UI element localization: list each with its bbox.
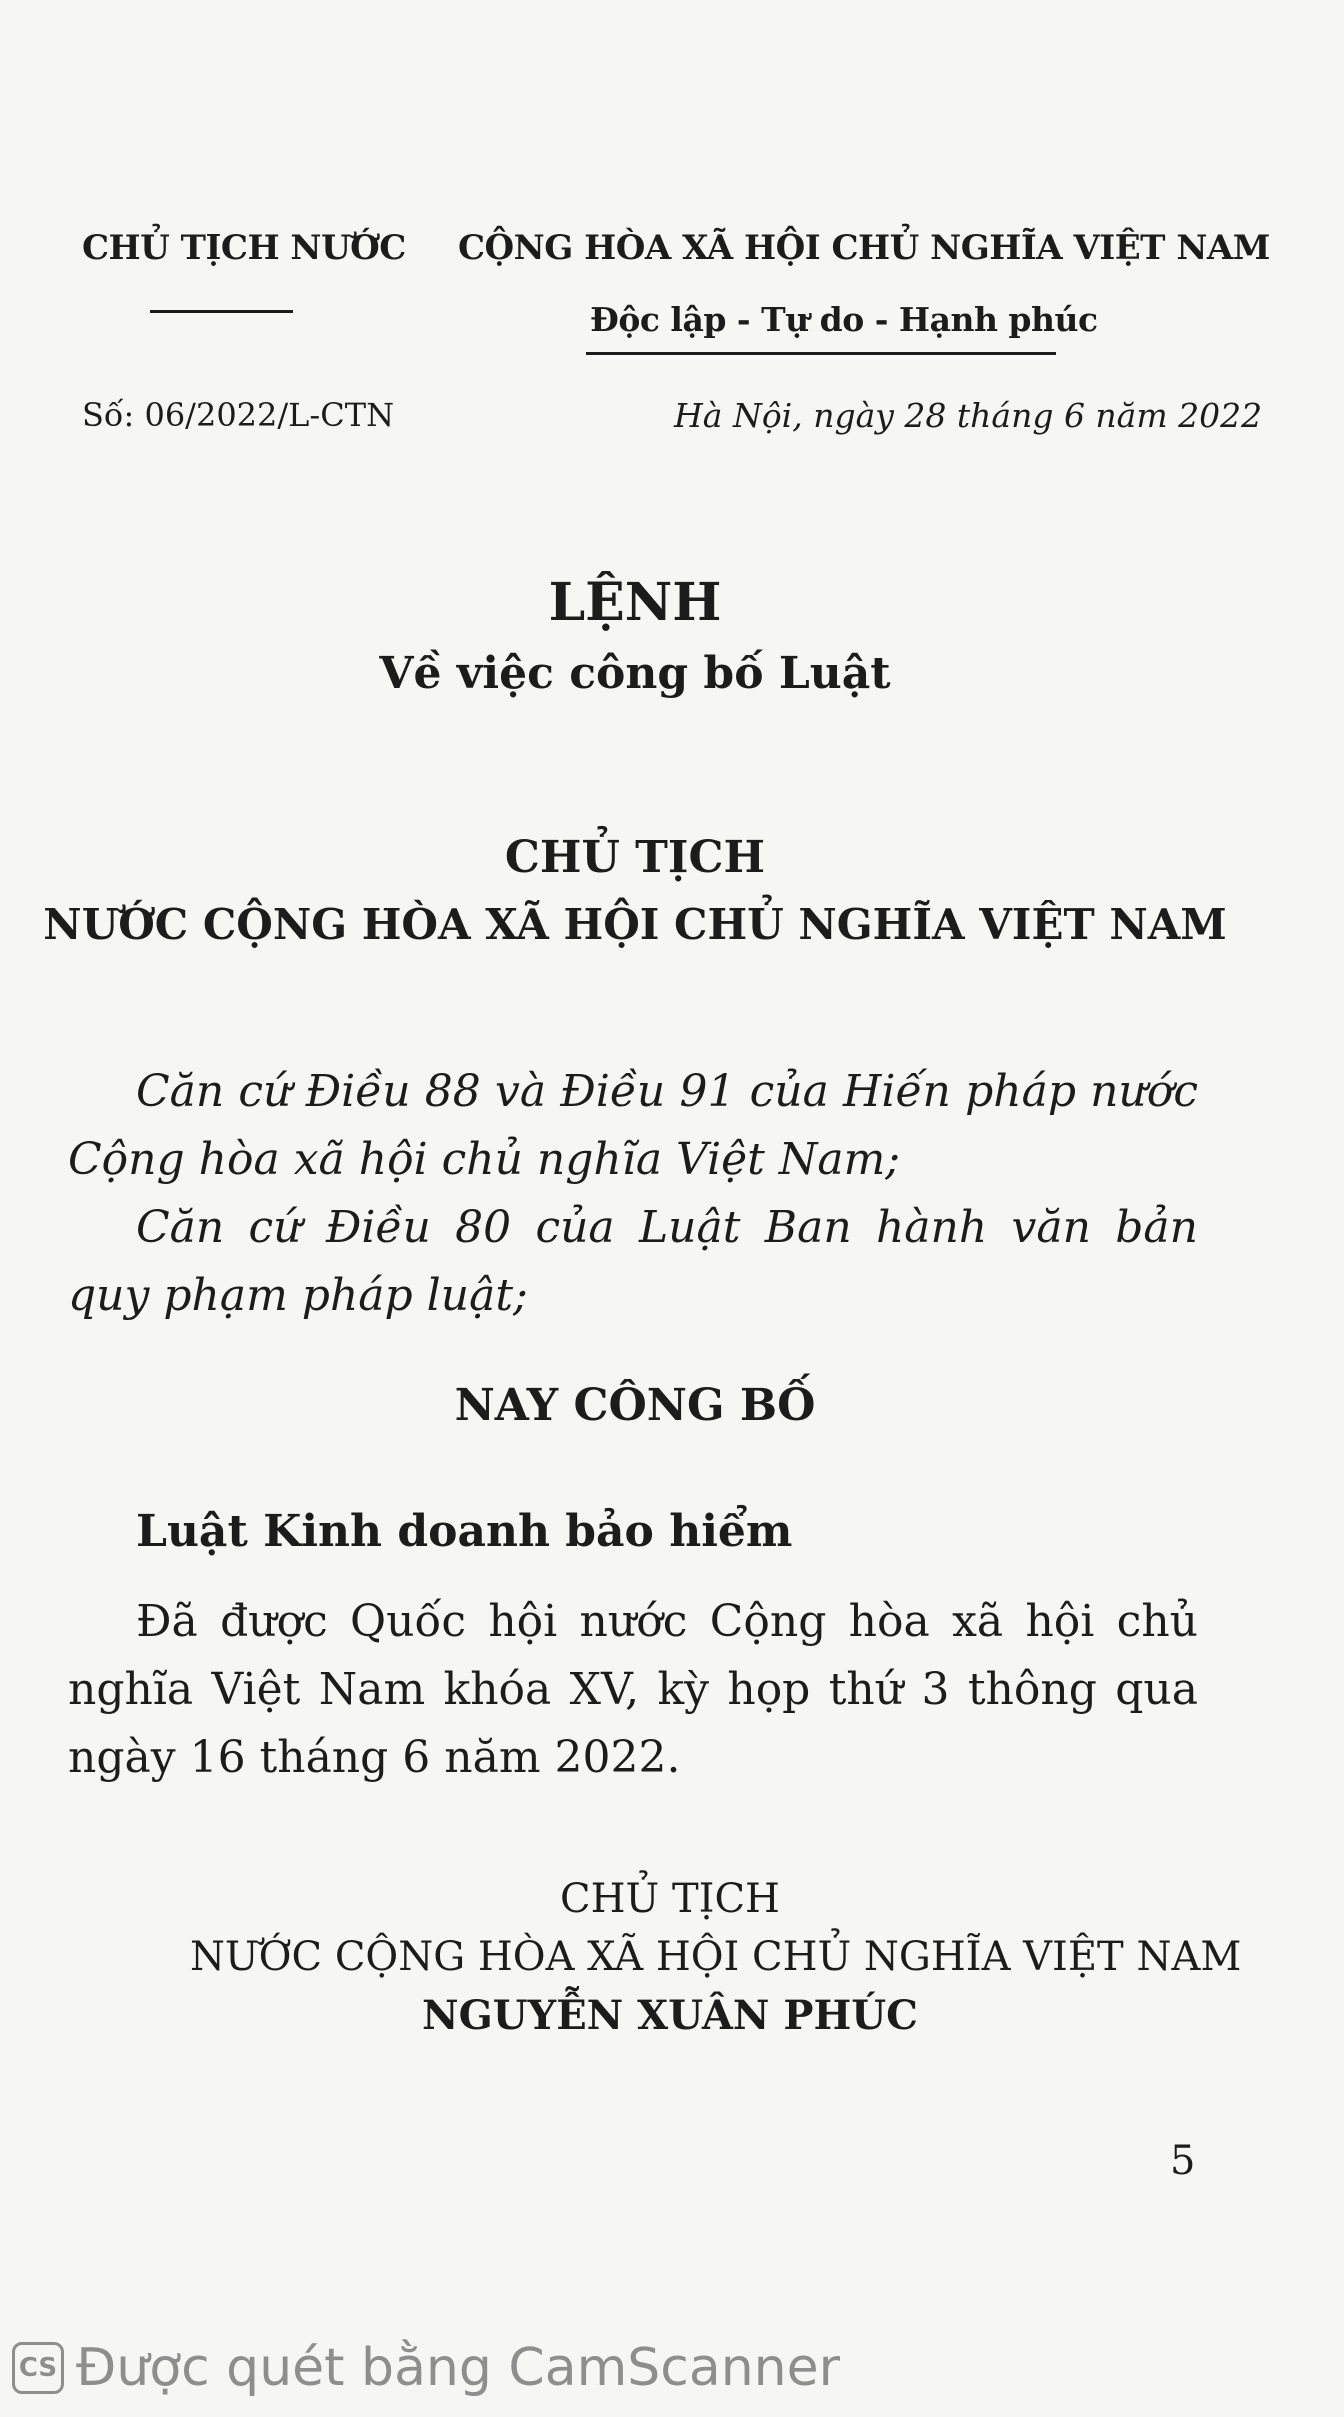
- camscanner-logo-icon: CS: [12, 2342, 64, 2394]
- document-number: Số: 06/2022/L-CTN: [82, 396, 395, 434]
- signer-name: NGUYỄN XUÂN PHÚC: [422, 1992, 918, 2039]
- motto-underline: [586, 352, 1056, 355]
- watermark-text: Được quét bằng CamScanner: [76, 2338, 841, 2398]
- basis-paragraph-1: Căn cứ Điều 88 và Điều 91 của Hiến pháp nước Cộng hòa xã hội chủ nghĩa Việt Nam;: [68, 1066, 1198, 1185]
- page-number: 5: [1170, 2138, 1196, 2184]
- document-title: LỆNH: [548, 572, 722, 633]
- scanner-watermark: [12, 2328, 840, 2408]
- announce-heading: NAY CÔNG BỐ: [454, 1380, 816, 1431]
- issuer-label: CHỦ TỊCH NƯỚC: [82, 228, 406, 268]
- motto-label: Độc lập - Tự do - Hạnh phúc: [590, 300, 1098, 339]
- law-name: Luật Kinh doanh bảo hiểm: [136, 1506, 793, 1557]
- place-date: Hà Nội, ngày 28 tháng 6 năm 2022: [674, 396, 1263, 435]
- basis-paragraph-2: Căn cứ Điều 80 của Luật Ban hành văn bản quy phạm pháp luật;: [68, 1202, 1198, 1321]
- signature-title-1: CHỦ TỊCH: [560, 1876, 780, 1922]
- body-paragraph: Đã được Quốc hội nước Cộng hòa xã hội chủ nghĩa Việt Nam khóa XV, kỳ họp thứ 3 thông qua ngày 16 tháng 6 năm 2022.: [68, 1596, 1198, 1783]
- document-subtitle: Về việc công bố Luật: [379, 648, 891, 699]
- signature-title-2: NƯỚC CỘNG HÒA XÃ HỘI CHỦ NGHĨA VIỆT NAM: [190, 1934, 1242, 1980]
- authority-line-2: NƯỚC CỘNG HÒA XÃ HỘI CHỦ NGHĨA VIỆT NAM: [43, 900, 1227, 949]
- authority-line-1: CHỦ TỊCH: [504, 832, 766, 883]
- nation-label: CỘNG HÒA XÃ HỘI CHỦ NGHĨA VIỆT NAM: [458, 228, 1270, 268]
- issuer-underline: [150, 310, 293, 313]
